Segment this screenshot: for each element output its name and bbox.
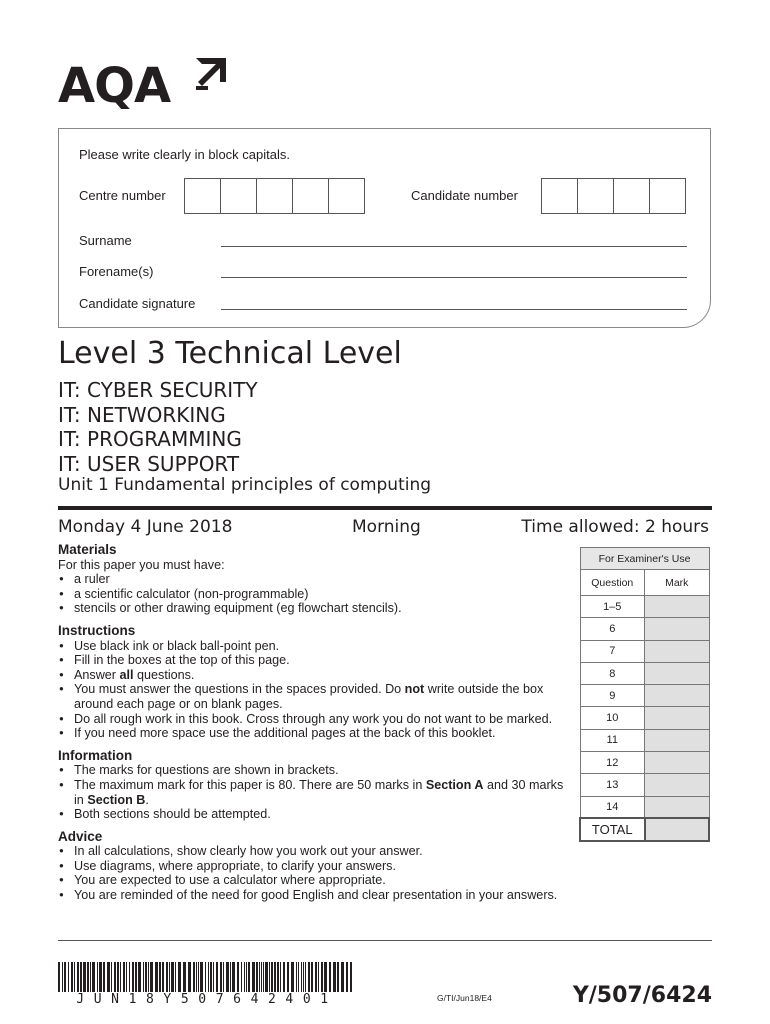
paper-code: Y/507/6424 [572,983,712,1008]
mark-cell [645,707,710,729]
instructions-heading: Instructions [58,622,136,638]
list-item: ● Answer all questions. [58,668,573,683]
list-item: ● The maximum mark for this paper is 80. There are 50 marks in Section A and 30 marks in Section B. [58,778,573,807]
mark-cell [645,752,710,774]
footer-rule [58,940,712,941]
list-item: ● The marks for questions are shown in brackets. [58,763,573,778]
question-number: 1–5 [580,596,645,618]
barcode-icon [58,962,356,992]
block-capitals-instruction: Please write clearly in block capitals. [79,147,290,162]
candidate-digit-box[interactable] [649,178,686,214]
question-number: 7 [580,640,645,662]
exam-session: Morning [352,517,421,537]
total-label: TOTAL [580,818,645,841]
aqa-logo [58,56,228,112]
qualification-item: IT: PROGRAMMING [58,427,242,451]
list-item: ● You are expected to use a calculator where appropriate. [58,873,573,888]
instructions-list [58,639,573,741]
centre-digit-box[interactable] [256,178,293,214]
materials-intro: For this paper you must have: [58,557,225,572]
mark-cell [645,640,710,662]
information-list [58,763,573,821]
qualification-list [58,378,258,476]
aqa-leaf-icon [194,56,228,92]
total-mark-cell [645,818,710,841]
list-item: ● a ruler [58,572,573,587]
list-item: ● a scientific calculator (non-programmable) [58,587,573,602]
question-number: 14 [580,796,645,818]
candidate-number-boxes[interactable] [541,178,685,214]
mark-cell [645,618,710,640]
list-item: ● Both sections should be attempted. [58,807,573,822]
advice-list [58,844,573,902]
question-number: 6 [580,618,645,640]
job-code: G/TI/Jun18/E4 [437,993,492,1003]
forename-line[interactable] [221,277,687,278]
centre-digit-box[interactable] [292,178,329,214]
rubric [58,543,573,903]
list-item: ● stencils or other drawing equipment (eg flowchart stencils). [58,601,573,616]
question-number: 11 [580,729,645,751]
question-number: 12 [580,752,645,774]
exam-title: Level 3 Technical Level [58,336,402,371]
heading-rule [58,506,712,510]
signature-label: Candidate signature [79,296,196,311]
signature-line[interactable] [221,309,687,310]
qualification-item: IT: CYBER SECURITY [58,378,258,402]
materials-list [58,572,573,616]
mark-cell [645,729,710,751]
examiner-use-table [579,547,710,842]
mark-cell [645,774,710,796]
list-item: ● Use diagrams, where appropriate, to clarify your answers. [58,859,573,874]
list-item: ● You must answer the questions in the spaces provided. Do not write outside the box around each page or on blank pages. [58,682,573,711]
list-item: ● If you need more space use the additional pages at the back of this booklet. [58,726,573,741]
candidate-number-label: Candidate number [411,188,518,203]
time-allowed: Time allowed: 2 hours [521,517,709,537]
surname-label: Surname [79,233,132,248]
qualification-item: IT: NETWORKING [58,402,226,427]
examiner-table-title: For Examiner's Use [580,548,709,570]
qualification-item: IT: USER SUPPORT [58,451,240,476]
candidate-digit-box[interactable] [577,178,614,214]
list-item: ● In all calculations, show clearly how you work out your answer. [58,844,573,859]
question-number: 10 [580,707,645,729]
mark-column-header: Mark [645,570,710,596]
materials-heading: Materials [58,542,117,557]
barcode-text: JUN18Y507642401 [76,992,338,1007]
centre-digit-box[interactable] [220,178,257,214]
candidate-digit-box[interactable] [541,178,578,214]
question-column-header: Question [580,570,645,596]
advice-heading: Advice [58,828,103,844]
mark-cell [645,596,710,618]
list-item: ● Fill in the boxes at the top of this page. [58,653,573,668]
mark-cell [645,796,710,818]
list-item: ● Use black ink or black ball-point pen. [58,639,573,654]
question-number: 9 [580,685,645,707]
mark-cell [645,685,710,707]
unit-title: Unit 1 Fundamental principles of computing [58,475,432,495]
centre-number-label: Centre number [79,188,166,203]
logo-text: AQA [58,58,171,114]
mark-cell [645,662,710,684]
question-number: 13 [580,774,645,796]
centre-number-boxes[interactable] [184,178,364,214]
list-item: ● Do all rough work in this book. Cross through any work you do not want to be marked. [58,712,573,727]
list-item: ● You are reminded of the need for good English and clear presentation in your answers. [58,888,573,903]
centre-digit-box[interactable] [328,178,365,214]
question-number: 8 [580,662,645,684]
surname-line[interactable] [221,246,687,247]
forename-label: Forename(s) [79,264,154,279]
candidate-details-box [58,128,711,328]
exam-date: Monday 4 June 2018 [58,517,233,537]
candidate-digit-box[interactable] [613,178,650,214]
information-heading: Information [58,747,133,763]
centre-digit-box[interactable] [184,178,221,214]
